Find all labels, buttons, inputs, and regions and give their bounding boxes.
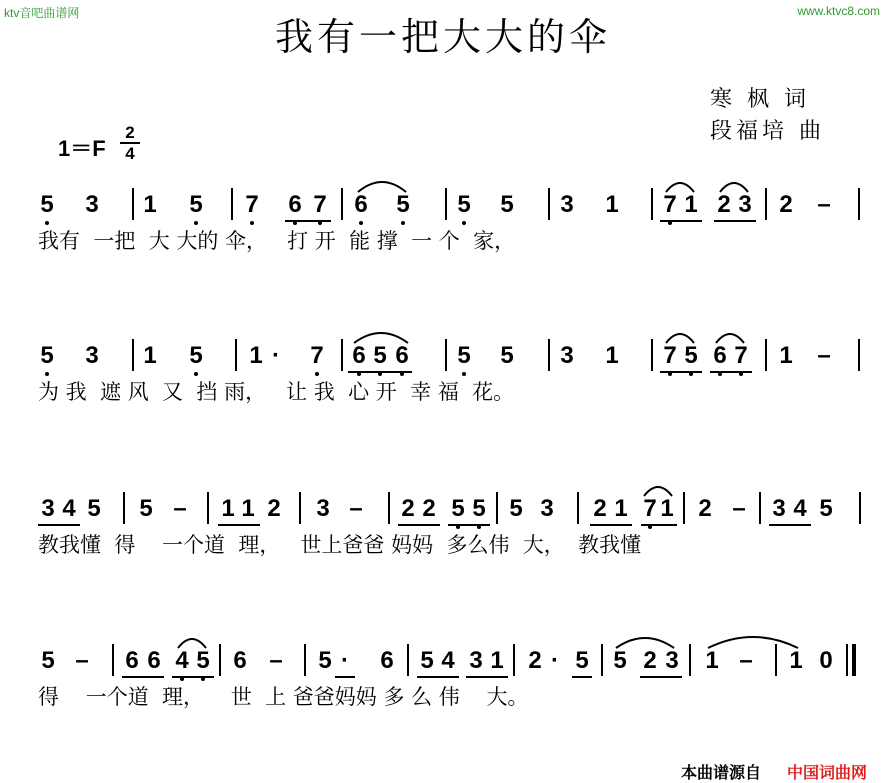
note: 1 (490, 647, 504, 674)
note: 7 (305, 343, 329, 369)
note: 5 (500, 342, 514, 369)
barline (651, 339, 653, 371)
underline-beam (448, 524, 490, 526)
note: 3 (540, 495, 554, 522)
lyrics-line-3: 教我懂 得 一个道 理， 世上爸爸 妈妈 多么伟 大， 教我懂 (38, 533, 642, 557)
note: 3 (560, 191, 574, 218)
note: – (739, 647, 753, 674)
staff-row-4 (0, 632, 886, 680)
note: 5 (452, 343, 476, 369)
note: 5 (184, 343, 208, 369)
lower-octave-dot (359, 221, 363, 225)
underline-beam (660, 371, 702, 373)
note: 5 (368, 343, 392, 369)
underline-beam (122, 676, 164, 678)
barline (132, 188, 134, 220)
note: 2 (528, 647, 542, 674)
note: 1 (605, 191, 619, 218)
footer-source-label: 本曲谱源自 (681, 763, 762, 782)
note: 2 (422, 495, 436, 522)
barline (601, 644, 603, 676)
note: 3 (41, 495, 55, 522)
barline (765, 339, 767, 371)
lower-octave-dot (462, 372, 466, 376)
underline-beam (218, 524, 260, 526)
note: 2 (401, 495, 415, 522)
barline (765, 188, 767, 220)
underline-beam (641, 524, 677, 526)
note: 5 (41, 647, 55, 674)
underline-beam (417, 676, 459, 678)
underline-beam (466, 676, 508, 678)
note: 1 (605, 342, 619, 369)
final-barline-thin (846, 644, 848, 676)
note: 5 (191, 648, 215, 674)
lyrics-line-2: 为 我 遮 风 又 挡 雨， 让 我 心 开 幸 福 花。 (38, 380, 515, 404)
lyricist-credit: 寒 枫 词 (710, 87, 810, 112)
note: 5 (87, 495, 101, 522)
note: 1 (660, 495, 674, 522)
note: – (349, 495, 363, 522)
slur (642, 482, 674, 498)
barline (123, 492, 125, 524)
note: 5 (613, 647, 627, 674)
note: 1 (705, 647, 719, 674)
barline (219, 644, 221, 676)
slur (664, 329, 696, 345)
watermark-left: ktv音吧曲谱网 (4, 6, 80, 20)
barline (132, 339, 134, 371)
note: 4 (170, 648, 194, 674)
staff-row-1 (0, 176, 886, 224)
note: 5 (467, 496, 491, 522)
barline (445, 339, 447, 371)
barline (683, 492, 685, 524)
note: 2 (779, 191, 793, 218)
composer-credit: 段福培 曲 (710, 119, 825, 144)
underline-beam (285, 220, 331, 222)
watermark-right: www.ktvc8.com (797, 4, 880, 18)
staff-row-2 (0, 327, 886, 375)
underline-beam (172, 676, 214, 678)
note: 7 (638, 496, 662, 522)
underline-beam (335, 676, 355, 678)
underline-beam (398, 524, 440, 526)
barline (388, 492, 390, 524)
note: 7 (658, 192, 682, 218)
lower-octave-dot (45, 221, 49, 225)
note: 7 (308, 192, 332, 218)
note: – (75, 647, 89, 674)
note: 1 (249, 342, 263, 369)
lower-octave-dot (250, 221, 254, 225)
note: 6 (347, 343, 371, 369)
note: 5 (575, 647, 589, 674)
note: 3 (772, 495, 786, 522)
note: 5 (391, 192, 415, 218)
note: 1 (614, 495, 628, 522)
note: 1 (143, 191, 157, 218)
barline (341, 339, 343, 371)
note: 3 (316, 495, 330, 522)
note: 3 (85, 342, 99, 369)
note: – (817, 342, 831, 369)
note: 5 (318, 647, 332, 674)
note: 5 (819, 495, 833, 522)
lower-octave-dot (462, 221, 466, 225)
slur (614, 634, 676, 650)
slur (664, 178, 696, 194)
note: 5 (452, 192, 476, 218)
underline-beam (572, 676, 592, 678)
note: – (269, 647, 283, 674)
note: 5 (420, 647, 434, 674)
time-signature (120, 124, 140, 162)
underline-beam (590, 524, 632, 526)
lower-octave-dot (194, 372, 198, 376)
note: · (551, 647, 559, 674)
song-title: 我有一把大大的伞 (274, 15, 611, 59)
note: 2 (698, 495, 712, 522)
barline (858, 188, 860, 220)
note: 5 (139, 495, 153, 522)
note: · (272, 342, 280, 369)
note: – (732, 495, 746, 522)
note: 1 (789, 647, 803, 674)
slur (718, 178, 750, 194)
key-signature: 1＝F (58, 136, 106, 161)
note: 7 (658, 343, 682, 369)
note: 7 (240, 192, 264, 218)
barline (231, 188, 233, 220)
underline-beam (714, 220, 756, 222)
note: 4 (793, 495, 807, 522)
note: 6 (380, 647, 394, 674)
note: 2 (593, 495, 607, 522)
note: 6 (233, 647, 247, 674)
note: 5 (500, 191, 514, 218)
barline (207, 492, 209, 524)
note: 5 (509, 495, 523, 522)
note: 7 (729, 343, 753, 369)
barline (112, 644, 114, 676)
note: 2 (717, 191, 731, 218)
note: 3 (469, 647, 483, 674)
barline (548, 188, 550, 220)
note: 1 (241, 495, 255, 522)
note: 6 (708, 343, 732, 369)
lyrics-line-1: 我有 一把 大 大的 伞， 打 开 能 撑 一 个 家， (38, 229, 516, 253)
note: – (173, 495, 187, 522)
note: · (341, 647, 349, 674)
lower-octave-dot (194, 221, 198, 225)
note: 5 (35, 192, 59, 218)
barline (513, 644, 515, 676)
barline (858, 339, 860, 371)
underline-beam (660, 220, 702, 222)
slur (356, 178, 408, 194)
note: 5 (679, 343, 703, 369)
barline (496, 492, 498, 524)
note: 3 (560, 342, 574, 369)
barline (548, 339, 550, 371)
footer-site-name: 中国词曲网 (787, 763, 868, 782)
underline-beam (348, 371, 412, 373)
note: 4 (441, 647, 455, 674)
barline (759, 492, 761, 524)
underline-beam (38, 524, 80, 526)
underline-beam (769, 524, 811, 526)
barline (577, 492, 579, 524)
note: 4 (62, 495, 76, 522)
time-signature-top: 2 (125, 123, 135, 142)
note: – (817, 191, 831, 218)
barline (304, 644, 306, 676)
note: 6 (349, 192, 373, 218)
barline (407, 644, 409, 676)
barline (445, 188, 447, 220)
note: 1 (221, 495, 235, 522)
note: 3 (665, 647, 679, 674)
slur (176, 634, 208, 650)
barline (299, 492, 301, 524)
note: 1 (684, 191, 698, 218)
note: 1 (143, 342, 157, 369)
note: 6 (283, 192, 307, 218)
slur (714, 329, 746, 345)
note: 3 (85, 191, 99, 218)
lower-octave-dot (45, 372, 49, 376)
lower-octave-dot (315, 372, 319, 376)
underline-beam (640, 676, 682, 678)
note: 6 (390, 343, 414, 369)
underline-beam (710, 371, 752, 373)
barline (651, 188, 653, 220)
barline (235, 339, 237, 371)
note: 3 (738, 191, 752, 218)
barline (341, 188, 343, 220)
time-signature-bottom: 4 (125, 144, 135, 163)
note: 5 (446, 496, 470, 522)
note: 1 (779, 342, 793, 369)
staff-row-3 (0, 480, 886, 528)
note: 5 (184, 192, 208, 218)
tie (706, 634, 800, 650)
note: 2 (643, 647, 657, 674)
lower-octave-dot (401, 221, 405, 225)
note: 0 (819, 647, 833, 674)
note: 5 (35, 343, 59, 369)
note: 6 (147, 647, 161, 674)
barline (859, 492, 861, 524)
note: 6 (125, 647, 139, 674)
note: 2 (267, 495, 281, 522)
barline (689, 644, 691, 676)
lyrics-line-4: 得 一个道 理， 世 上 爸爸妈妈 多 么 伟 大。 (38, 685, 529, 709)
slur (352, 329, 410, 345)
final-barline-thick (852, 644, 856, 676)
